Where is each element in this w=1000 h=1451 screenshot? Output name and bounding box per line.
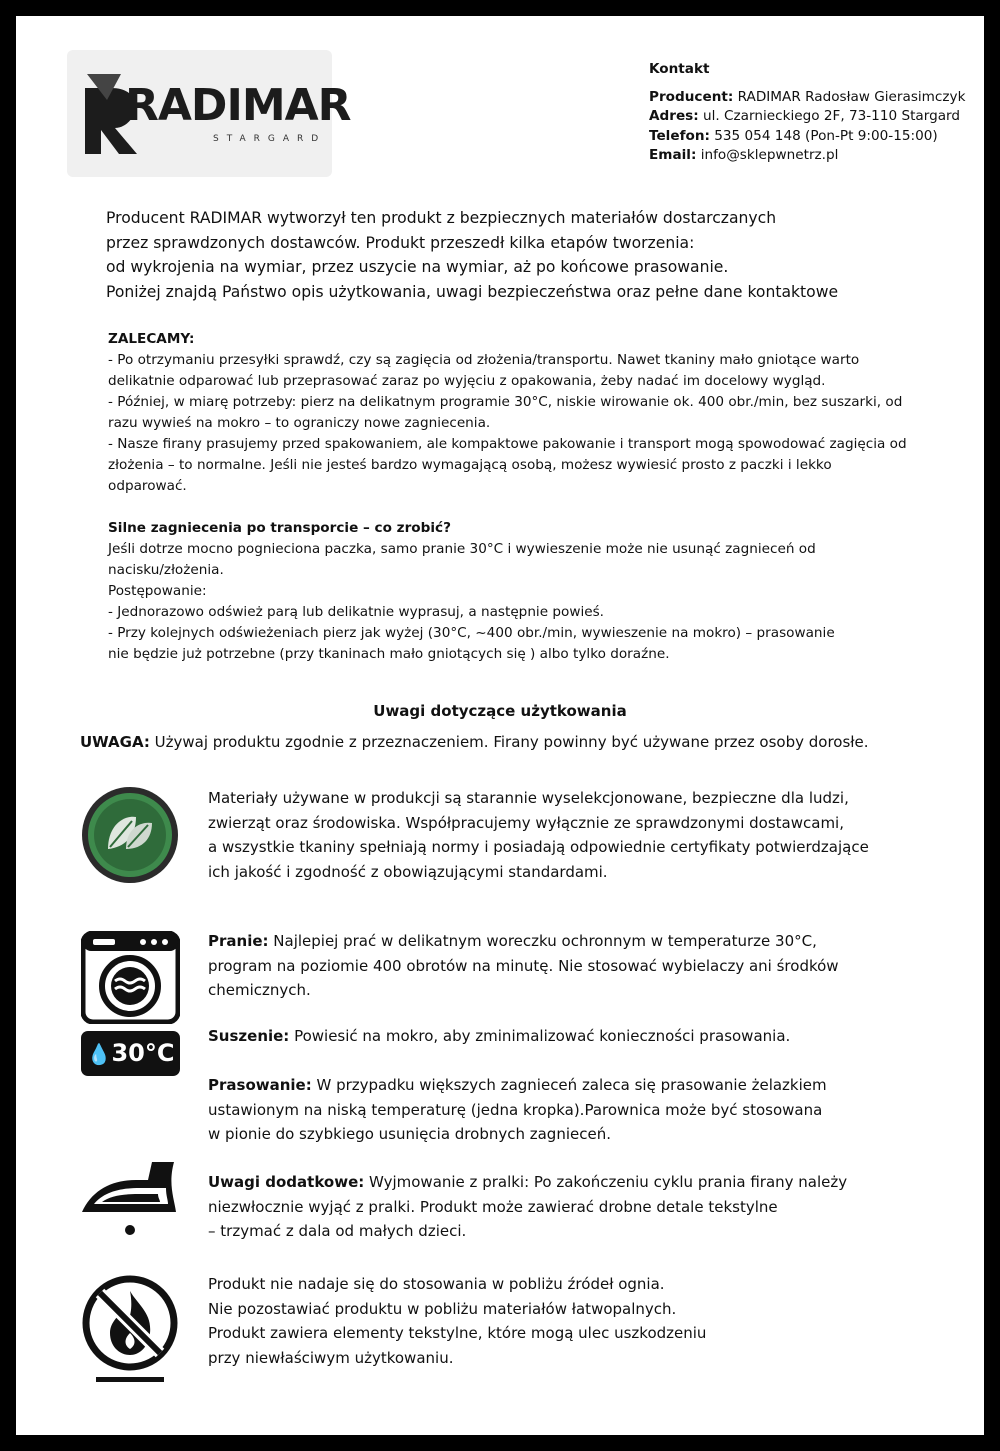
intro-line: przez sprawdzonych dostawców. Produkt przeszedł kilka etapów tworzenia: — [106, 233, 695, 252]
washing-machine-icon — [81, 931, 180, 1024]
drying-paragraph — [208, 1024, 948, 1049]
washing-text: Najlepiej prać w delikatnym woreczku ochronnym w temperaturze 30°C, — [268, 932, 817, 950]
recommend-line: delikatnie odparować lub przeprasować zaraz po wyjęciu z opakowania, żeby nadać im docelowy wygląd. — [108, 373, 826, 389]
logo-sub: STARGARD — [213, 134, 327, 144]
contact-value: ul. Czarnieckiego 2F, 73-110 Stargard — [698, 108, 961, 124]
materials-paragraph — [208, 786, 948, 884]
contact-block — [649, 60, 979, 166]
contact-line — [649, 127, 979, 147]
recommend-line: - Przy kolejnych odświeżeniach pierz jak wyżej (30°C, ~400 obr./min, wywieszenie na mokro) – prasowanie — [108, 625, 835, 641]
extra-text: Wyjmowanie z pralki: Po zakończeniu cyklu prania firany należy — [364, 1173, 848, 1191]
usage-warning — [80, 733, 960, 751]
intro-line: Producent RADIMAR wytworzył ten produkt z bezpiecznych materiałów dostarczanych — [106, 209, 777, 227]
recommend-line: - Później, w miarę potrzeby: pierz na delikatnym programie 30°C, niskie wirowanie ok. 400 obr./min, bez suszarki, od — [108, 394, 903, 410]
recommend-line: nacisku/złożenia. — [108, 562, 224, 578]
recommend-line: - Po otrzymaniu przesyłki sprawdź, czy są zagięcia od złożenia/transportu. Nawet tkaniny mało gniotące warto — [108, 352, 860, 368]
materials-line: Materiały używane w produkcji są starannie wyselekcjonowane, bezpieczne dla ludzi, — [208, 789, 849, 807]
contact-value: 535 054 148 (Pon-Pt 9:00-15:00) — [709, 127, 938, 144]
intro-paragraph — [106, 206, 906, 304]
washing-line — [208, 929, 948, 954]
warning-text: Używaj produktu zgodnie z przeznaczeniem. Firany powinny być używane przez osoby dorosłe. — [149, 733, 869, 751]
iron-low-temp-icon — [78, 1154, 182, 1242]
washing-line: chemicznych. — [208, 981, 311, 1000]
usage-title: Uwagi dotyczące użytkowania — [373, 702, 627, 720]
ironing-line: ustawionym na niską temperaturę (jedna kropka).Parownica może być stosowana — [208, 1100, 823, 1119]
fire-line: przy niewłaściwym użytkowaniu. — [208, 1348, 454, 1367]
contact-heading: Kontakt — [649, 61, 710, 77]
fire-line: Nie pozostawiać produktu w pobliżu materiałów łatwopalnych. — [208, 1299, 677, 1318]
materials-line: zwierząt oraz środowiska. Współpracujemy wyłącznie ze sprawdzonymi dostawcami, — [208, 813, 844, 832]
contact-line — [649, 146, 979, 166]
drying-label: Suszenie: — [208, 1027, 290, 1045]
materials-line: a wszystkie tkaniny spełniają normy i posiadają odpowiednie certyfikaty potwierdzające — [208, 838, 869, 857]
intro-line: od wykrojenia na wymiar, przez uszycie na wymiar, aż po końcowe prasowanie. — [106, 258, 729, 276]
ironing-line — [208, 1073, 948, 1098]
washing-line: program na poziomie 400 obrotów na minutę. Nie stosować wybielaczy ani środków — [208, 956, 839, 975]
contact-label: Email: — [649, 147, 697, 163]
recommend-line: - Jednorazowo odśwież parą lub delikatnie wyprasuj, a następnie powieś. — [108, 604, 604, 620]
intro-line: Poniżej znajdą Państwo opis użytkowania, uwagi bezpieczeństwa oraz pełne dane kontaktowe — [106, 282, 839, 301]
contact-line — [649, 88, 979, 108]
temperature-badge — [81, 1031, 180, 1076]
recommendations — [108, 329, 948, 665]
contact-label: Adres: — [649, 108, 699, 124]
washing-paragraph — [208, 929, 948, 1003]
contact-value: RADIMAR Radosław Gierasimczyk — [733, 88, 966, 105]
logo-brand: RADIMAR — [125, 80, 351, 131]
extra-line: niezwłocznie wyjąć z pralki. Produkt może zawierać drobne detale tekstylne — [208, 1197, 778, 1216]
recommend-line: razu wywieś na mokro – to ograniczy nowe zagniecenia. — [108, 415, 491, 431]
document-page — [16, 16, 984, 1435]
extra-line — [208, 1170, 948, 1195]
recommend-heading-2: Silne zagniecenia po transporcie – co zrobić? — [108, 520, 451, 536]
contact-label: Telefon: — [649, 127, 710, 144]
recommend-line: Jeśli dotrze mocno pognieciona paczka, samo pranie 30°C i wywieszenie może nie usunąć zagnieceń od — [108, 541, 816, 557]
ironing-label: Prasowanie: — [208, 1076, 312, 1094]
contact-label: Producent: — [649, 88, 734, 105]
drying-text: Powiesić na mokro, aby zminimalizować konieczności prasowania. — [289, 1027, 791, 1045]
recommend-line: złożenia – to normalne. Jeśli nie jesteś bardzo wymagającą osobą, możesz wywiesić prosto z paczki i lekko — [108, 457, 832, 473]
extra-paragraph — [208, 1170, 948, 1244]
materials-line: ich jakość i zgodność z obowiązującymi standardami. — [208, 862, 608, 881]
recommend-heading: ZALECAMY: — [108, 331, 195, 347]
water-drop-icon: 💧 — [86, 1042, 112, 1066]
washing-label: Pranie: — [208, 932, 269, 950]
ironing-paragraph — [208, 1073, 948, 1147]
contact-line — [649, 107, 979, 127]
recommend-line: - Nasze firany prasujemy przed spakowaniem, ale kompaktowe pakowanie i transport mogą spowodować zagięcia od — [108, 436, 907, 452]
extra-label: Uwagi dodatkowe: — [208, 1173, 365, 1191]
fire-line: Produkt zawiera elementy tekstylne, które mogą ulec uszkodzeniu — [208, 1324, 707, 1343]
logo — [67, 50, 351, 177]
ironing-text: W przypadku większych zagnieceń zaleca się prasowanie żelazkiem — [311, 1076, 827, 1094]
eco-leaf-icon — [80, 785, 180, 885]
temp-label: 30°C — [111, 1039, 175, 1067]
ironing-line: w pionie do szybkiego usunięcia drobnych zagnieceń. — [208, 1125, 611, 1144]
extra-line: – trzymać z dala od małych dzieci. — [208, 1222, 467, 1241]
recommend-line: nie będzie już potrzebne (przy tkaninach mało gniotących się ) albo tylko doraźne. — [108, 646, 670, 662]
fire-line: Produkt nie nadaje się do stosowania w pobliżu źródeł ognia. — [208, 1275, 665, 1293]
contact-value: info@sklepwnetrz.pl — [696, 147, 839, 163]
recommend-line: Postępowanie: — [108, 583, 207, 599]
no-fire-icon — [80, 1273, 180, 1385]
warning-label: UWAGA: — [80, 733, 150, 751]
fire-paragraph — [208, 1272, 948, 1370]
recommend-line: odparować. — [108, 478, 187, 494]
